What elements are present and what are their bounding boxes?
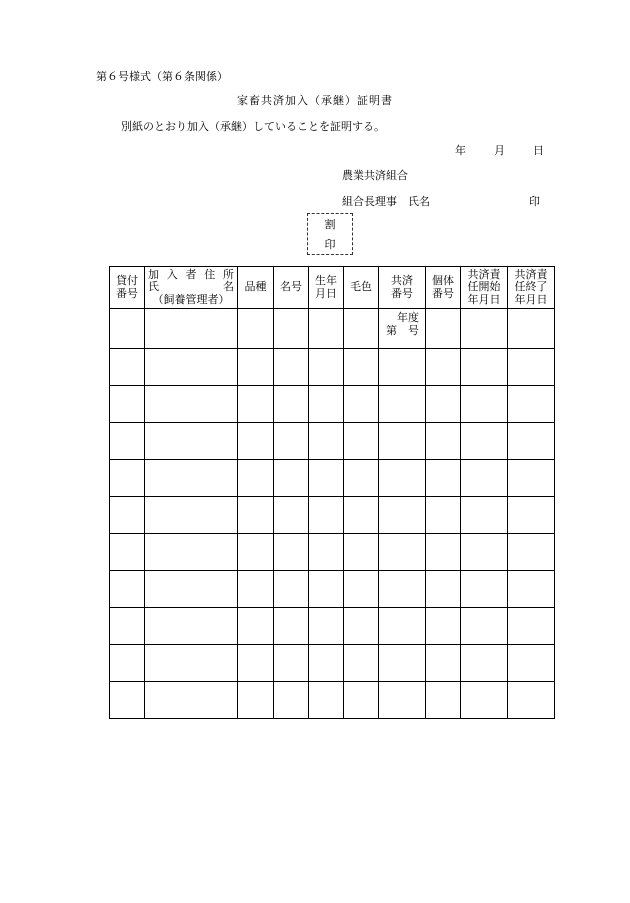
table-row (110, 423, 555, 460)
table-cell (309, 682, 344, 719)
document-title: 家畜共済加入（承継）証明書 (237, 94, 393, 107)
table-cell (461, 460, 508, 497)
header-birth-line-2: 月日 (315, 286, 337, 300)
table-cell (274, 534, 309, 571)
table-cell (274, 309, 309, 349)
table-cell (508, 645, 555, 682)
table-cell (461, 608, 508, 645)
table-cell (344, 534, 379, 571)
table-cell (309, 386, 344, 423)
table-cell (238, 534, 274, 571)
table-cell (145, 497, 238, 534)
table-cell (426, 571, 461, 608)
table-cell (145, 423, 238, 460)
table-cell (238, 608, 274, 645)
table-cell (309, 349, 344, 386)
table-cell (274, 423, 309, 460)
table-row (110, 534, 555, 571)
table-cell (110, 423, 145, 460)
header-birth-line-1: 生年 (315, 273, 337, 287)
table-cell (426, 386, 461, 423)
table-row (110, 682, 555, 719)
table-cell (110, 645, 145, 682)
fiscal-year-label: 年度 (397, 311, 419, 324)
table-cell (344, 645, 379, 682)
header-end-date (508, 267, 555, 309)
header-applicant-family: 氏 (148, 280, 159, 294)
table-cell (238, 682, 274, 719)
table-cell (461, 349, 508, 386)
table-cell (508, 608, 555, 645)
table-cell (426, 645, 461, 682)
table-cell (145, 682, 238, 719)
date-day: 日 (533, 144, 544, 157)
table-cell (508, 682, 555, 719)
header-end-line-3: 年月日 (514, 292, 548, 306)
table-cell (379, 534, 426, 571)
table-cell (238, 460, 274, 497)
table-cell (426, 534, 461, 571)
table-cell (238, 497, 274, 534)
header-end-line-1: 共済責 (514, 267, 548, 281)
header-mutual-no-line-1: 共済 (391, 273, 413, 287)
table-cell (426, 497, 461, 534)
table-cell (508, 423, 555, 460)
table-cell (344, 423, 379, 460)
table-cell (309, 645, 344, 682)
table-row (110, 309, 555, 349)
table-cell (274, 460, 309, 497)
mutual-no-cell (379, 309, 426, 349)
table-cell (426, 423, 461, 460)
table-cell (309, 423, 344, 460)
header-loan-no-line-2: 番号 (116, 286, 138, 300)
table-cell (145, 349, 238, 386)
table-cell (145, 309, 238, 349)
table-cell (344, 608, 379, 645)
seal-mark: 印 (529, 195, 540, 208)
header-start-line-2: 任開始 (467, 280, 501, 294)
table-cell (309, 608, 344, 645)
table-cell (344, 571, 379, 608)
table-cell (110, 309, 145, 349)
table-cell (238, 386, 274, 423)
table-row (110, 497, 555, 534)
table-row (110, 571, 555, 608)
table-cell (344, 682, 379, 719)
number-label: 第 号 (386, 323, 419, 337)
header-start-date (461, 267, 508, 309)
header-birth (309, 267, 344, 309)
date-year: 年 (455, 144, 466, 157)
table-cell (508, 386, 555, 423)
table-row (110, 460, 555, 497)
header-start-line-3: 年月日 (467, 292, 501, 306)
table-cell (110, 460, 145, 497)
table-cell (145, 571, 238, 608)
table-row (110, 645, 555, 682)
table-row (110, 349, 555, 386)
header-start-line-1: 共済責 (467, 267, 501, 281)
header-loan-no (110, 267, 145, 309)
table-cell (110, 386, 145, 423)
table-cell (508, 349, 555, 386)
table-cell (274, 571, 309, 608)
table-cell (110, 349, 145, 386)
association-name: 農業共済組合 (342, 169, 408, 182)
table-cell (274, 682, 309, 719)
tally-seal-box (307, 213, 353, 255)
table-cell (461, 534, 508, 571)
header-applicant (145, 267, 238, 309)
table-cell (426, 349, 461, 386)
tally-seal-char-2: 印 (324, 238, 336, 251)
table-cell (309, 309, 344, 349)
president-name-line: 組合長理事 氏名 (342, 195, 430, 208)
header-individual-no (426, 267, 461, 309)
header-mutual-no-line-2: 番号 (391, 286, 413, 300)
table-cell (508, 460, 555, 497)
table-cell (274, 645, 309, 682)
header-breed: 品種 (238, 267, 274, 309)
table-cell (508, 534, 555, 571)
table-cell (426, 460, 461, 497)
table-cell (344, 349, 379, 386)
date-line (427, 142, 544, 158)
table-cell (145, 534, 238, 571)
header-applicant-given: 名 (223, 280, 234, 294)
header-applicant-address: 加入者住所 (148, 267, 234, 281)
certificate-table (109, 266, 555, 719)
table-row (110, 608, 555, 645)
table-cell (379, 423, 426, 460)
table-cell (344, 309, 379, 349)
table-body (110, 309, 555, 719)
table-cell (145, 386, 238, 423)
table-cell (344, 386, 379, 423)
table-cell (426, 608, 461, 645)
table-cell (274, 386, 309, 423)
tally-seal-char-1: 割 (324, 218, 336, 231)
table-cell (379, 460, 426, 497)
table-cell (238, 645, 274, 682)
table-cell (379, 682, 426, 719)
table-cell (379, 349, 426, 386)
table-cell (145, 645, 238, 682)
table-cell (309, 571, 344, 608)
table-cell (461, 645, 508, 682)
table-cell (274, 349, 309, 386)
table-cell (379, 497, 426, 534)
table-cell (461, 309, 508, 349)
table-cell (426, 309, 461, 349)
certification-statement: 別紙のとおり加入（承継）していることを証明する。 (121, 120, 385, 133)
table-cell (344, 497, 379, 534)
table-cell (461, 682, 508, 719)
table-cell (379, 386, 426, 423)
table-cell (508, 309, 555, 349)
table-cell (145, 608, 238, 645)
table-cell (344, 460, 379, 497)
table-cell (274, 497, 309, 534)
table-cell (110, 497, 145, 534)
table-cell (426, 682, 461, 719)
table-cell (238, 309, 274, 349)
header-mutual-no (379, 267, 426, 309)
table-cell (461, 423, 508, 460)
table-cell (238, 423, 274, 460)
table-cell (379, 645, 426, 682)
table-cell (461, 497, 508, 534)
header-coat-color: 毛色 (344, 267, 379, 309)
table-cell (508, 571, 555, 608)
date-month: 月 (494, 144, 505, 157)
header-individual-no-line-2: 番号 (432, 286, 454, 300)
table-cell (508, 497, 555, 534)
table-cell (461, 571, 508, 608)
table-cell (274, 608, 309, 645)
header-name: 名号 (274, 267, 309, 309)
header-individual-no-line-1: 個体 (432, 273, 454, 287)
table-cell (379, 608, 426, 645)
table-cell (238, 349, 274, 386)
table-cell (461, 386, 508, 423)
header-end-line-2: 任終了 (514, 280, 548, 294)
table-cell (110, 682, 145, 719)
table-cell (110, 534, 145, 571)
table-cell (309, 460, 344, 497)
table-cell (379, 571, 426, 608)
table-cell (238, 571, 274, 608)
form-number: 第６号様式（第６条関係） (96, 70, 228, 83)
table-cell (145, 460, 238, 497)
table-cell (309, 497, 344, 534)
header-applicant-keeper: （飼養管理者） (152, 292, 230, 306)
header-loan-no-line-1: 貸付 (116, 273, 138, 287)
table-cell (309, 534, 344, 571)
table-cell (110, 571, 145, 608)
table-cell (110, 608, 145, 645)
table-row (110, 386, 555, 423)
